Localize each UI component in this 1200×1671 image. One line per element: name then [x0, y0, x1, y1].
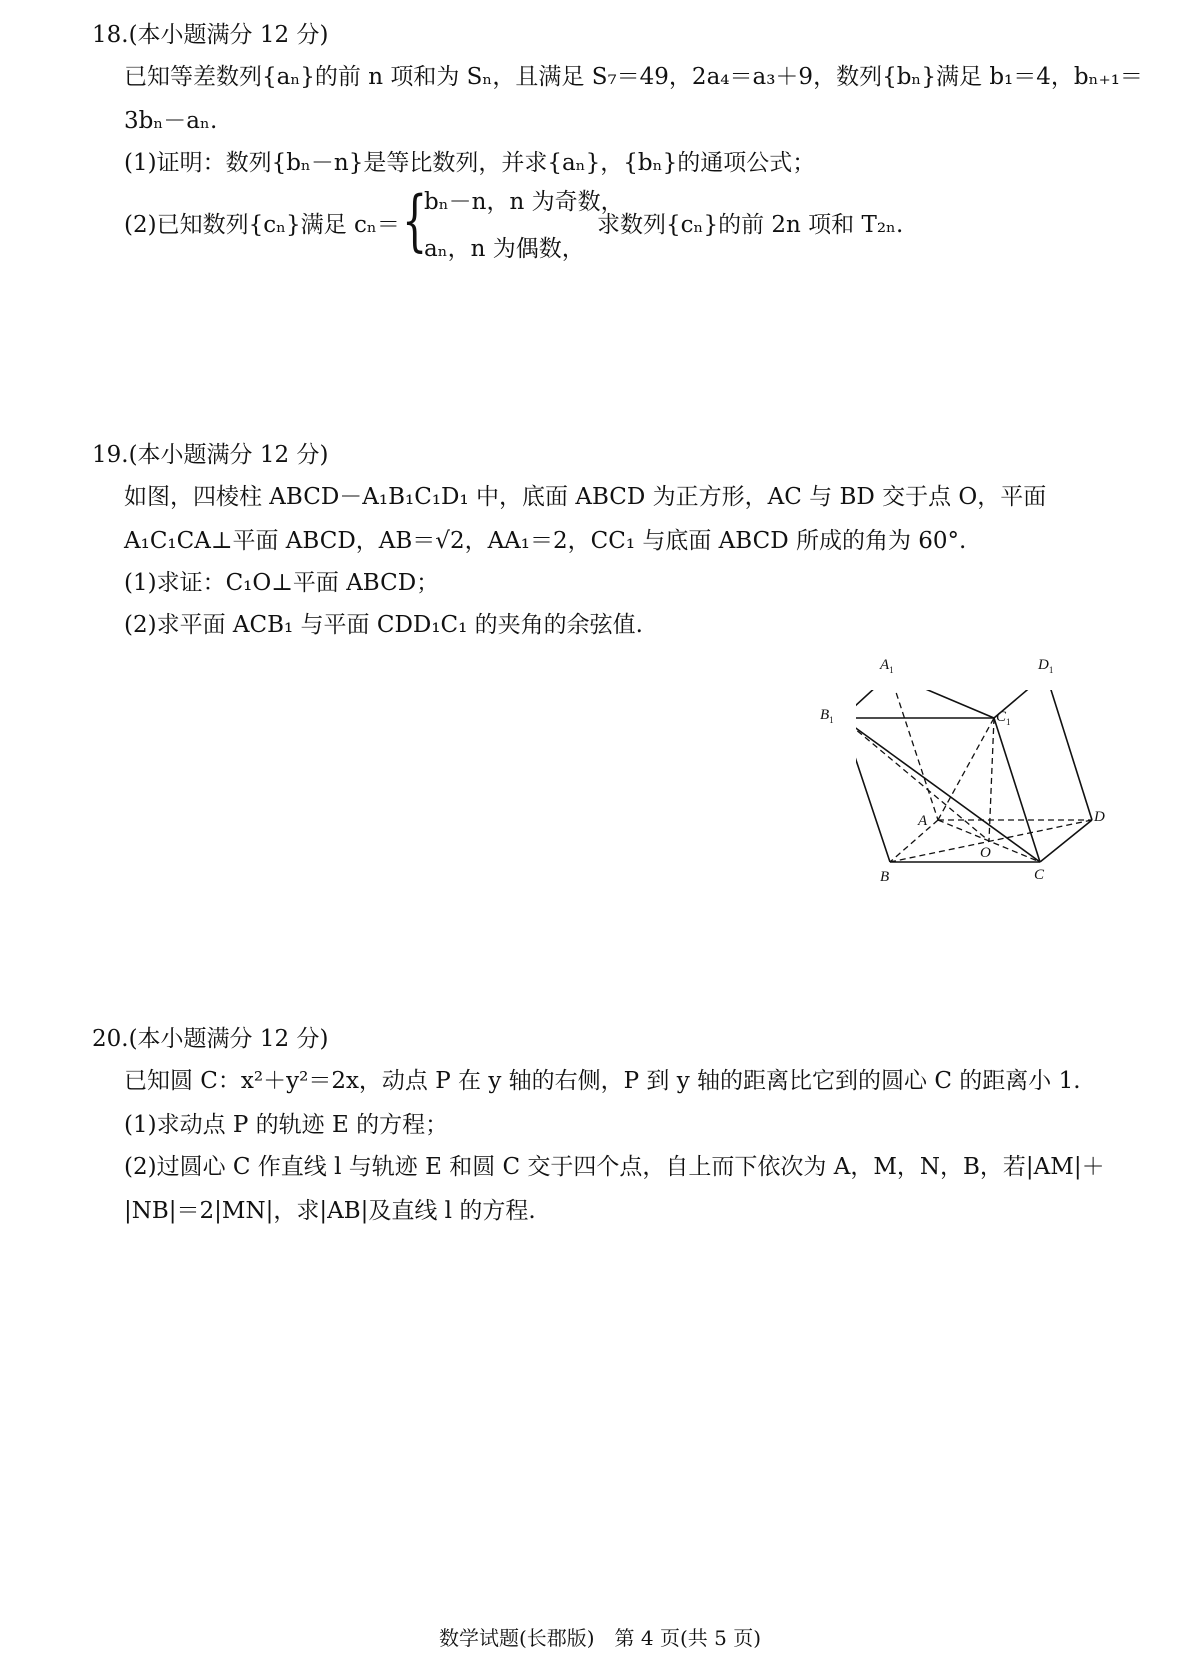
problem-18-stem-line-2: 3bₙ－aₙ.	[124, 108, 218, 134]
figure-label-layer	[820, 657, 1176, 930]
problem-19-header: 19.(本小题满分 12 分)	[92, 442, 329, 468]
problem-19-stem-line-2: A₁C₁CA⊥平面 ABCD，AB＝√2，AA₁＝2，CC₁ 与底面 ABCD 所成的角为 60°.	[124, 528, 967, 554]
label-a: A	[918, 813, 928, 829]
page-footer: 数学试题(长郡版) 第 4 页(共 5 页)	[438, 1626, 762, 1650]
piecewise-brace: {	[402, 182, 428, 259]
problem-20-part-2-line-2: |NB|＝2|MN|，求|AB|及直线 l 的方程.	[124, 1198, 536, 1224]
problem-18-part-1: (1)证明：数列{bₙ－n}是等比数列，并求{aₙ}，{bₙ}的通项公式；	[124, 150, 816, 176]
label-o: O	[980, 845, 991, 861]
label-d: D	[1094, 809, 1105, 825]
problem-19-part-2: (2)求平面 ACB₁ 与平面 CDD₁C₁ 的夹角的余弦值.	[124, 612, 643, 638]
problem-20-part-2-line-1: (2)过圆心 C 作直线 l 与轨迹 E 和圆 C 交于四个点，自上而下依次为 A，M，N，B，若|AM|＋	[124, 1154, 1105, 1180]
label-a1: $A_1$	[880, 657, 894, 675]
label-c1: $C_1$	[996, 709, 1011, 727]
problem-20-header: 20.(本小题满分 12 分)	[92, 1026, 329, 1052]
problem-20-stem-line-1: 已知圆 C：x²＋y²＝2x，动点 P 在 y 轴的右侧，P 到 y 轴的距离比它到的圆心 C 的距离小 1.	[124, 1068, 1081, 1094]
problem-18-part-2-case-even: aₙ，n 为偶数，	[424, 236, 585, 262]
problem-18-part-2-case-odd: bₙ－n，n 为奇数，	[424, 189, 624, 215]
problem-20-part-1: (1)求动点 P 的轨迹 E 的方程；	[124, 1112, 449, 1138]
problem-18-header: 18.(本小题满分 12 分)	[92, 22, 329, 48]
label-c: C	[1034, 867, 1045, 883]
problem-18-stem-line-1: 已知等差数列{aₙ}的前 n 项和为 Sₙ，且满足 S₇＝49，2a₄＝a₃＋9，数列{bₙ}满足 b₁＝4，bₙ₊₁＝	[124, 64, 1143, 90]
label-d1: $D_1$	[1038, 657, 1054, 675]
problem-19-part-1: (1)求证：C₁O⊥平面 ABCD；	[124, 570, 440, 596]
problem-18-part-2-tail: 求数列{cₙ}的前 2n 项和 T₂ₙ.	[597, 212, 904, 238]
problem-18-part-2-lead: (2)已知数列{cₙ}满足 cₙ＝	[124, 212, 400, 238]
label-c1-subscript: 1	[1006, 717, 1011, 727]
label-b1: $B_1$	[820, 707, 834, 725]
label-a1-subscript: 1	[889, 665, 894, 675]
problem-19-stem-line-1: 如图，四棱柱 ABCD－A₁B₁C₁D₁ 中，底面 ABCD 为正方形，AC 与 BD 交于点 O，平面	[124, 484, 1047, 510]
label-d1-subscript: 1	[1048, 665, 1054, 675]
label-b1-subscript: 1	[829, 715, 834, 725]
label-b: B	[880, 869, 890, 885]
